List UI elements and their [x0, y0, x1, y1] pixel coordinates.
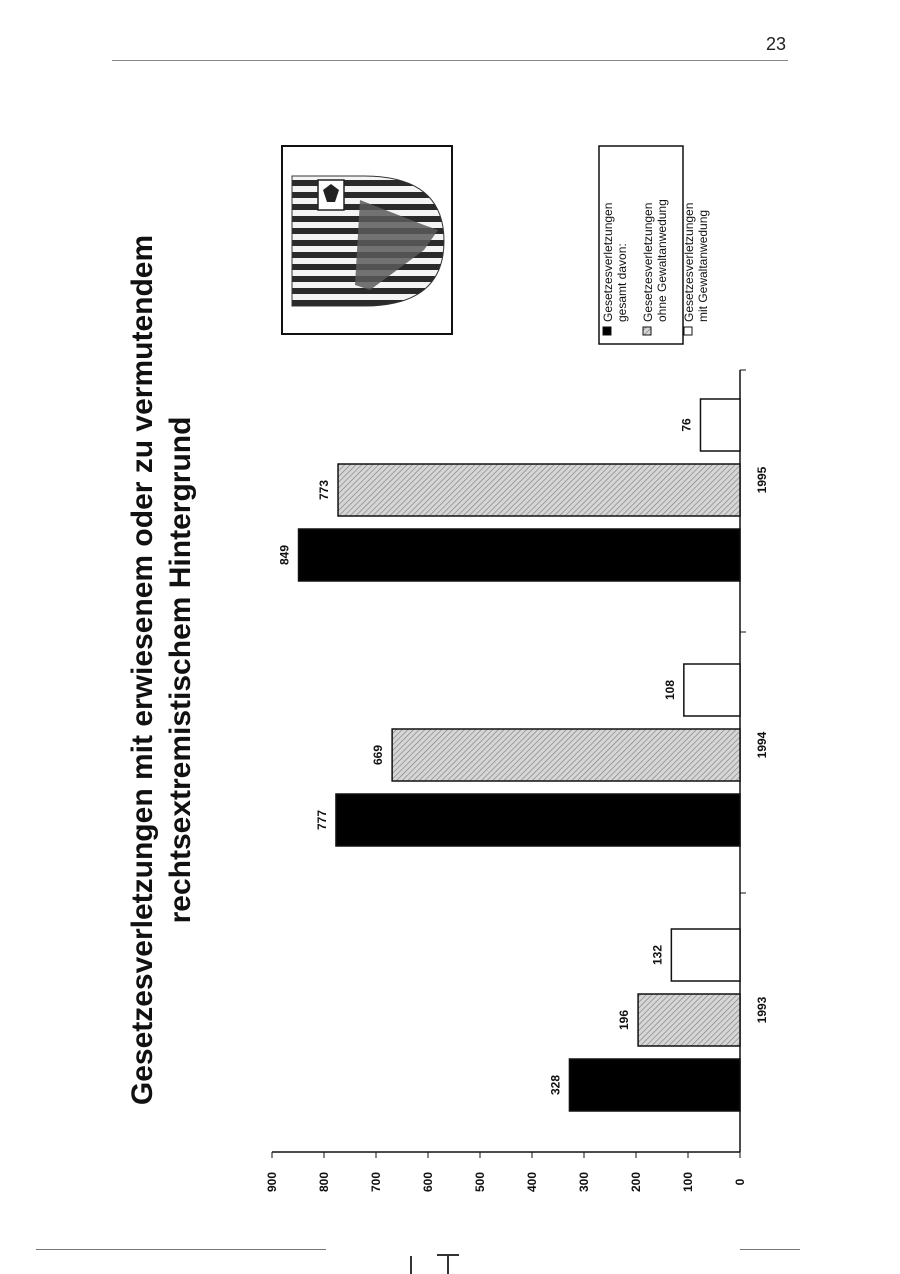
bar-1995-series-2 [338, 464, 740, 516]
value-axis-tick-label: 100 [681, 1171, 695, 1193]
page-number: 23 [766, 34, 787, 54]
bar-value-label: 849 [277, 544, 292, 566]
bar-1994-series-2 [392, 729, 740, 781]
value-axis-tick-label: 200 [629, 1171, 643, 1193]
category-label: 1994 [755, 731, 769, 759]
value-axis-tick-label: 700 [369, 1171, 383, 1193]
value-axis-tick-label: 0 [733, 1178, 747, 1186]
value-axis-tick-label: 500 [473, 1171, 487, 1193]
bar-value-label: 669 [371, 744, 386, 766]
bar-value-label: 773 [317, 479, 332, 501]
value-axis-tick-label: 400 [525, 1171, 539, 1193]
bar-1995-series-3 [700, 399, 740, 451]
legend-label-3: mit Gewaltanwedung [696, 209, 710, 322]
bar-value-label: 108 [662, 679, 677, 701]
bar-1995-series-1 [299, 529, 740, 581]
category-label: 1993 [755, 996, 769, 1024]
bar-1993-series-1 [569, 1059, 740, 1111]
coat-of-arms-emblem [282, 146, 452, 334]
legend-label-2: ohne Gewaltanwedung [655, 199, 669, 322]
legend-label-1: Gesetzesverletzungen [601, 202, 615, 322]
bar-value-label: 76 [679, 418, 694, 432]
bar-1994-series-1 [336, 794, 740, 846]
value-axis-tick-label: 600 [421, 1171, 435, 1193]
value-axis-tick-label: 800 [317, 1171, 331, 1193]
legend-swatch-1 [603, 327, 611, 335]
legend-swatch-3 [684, 327, 692, 335]
bar-1993-series-3 [671, 929, 740, 981]
bar-value-label: 196 [617, 1009, 632, 1031]
bar-value-label: 132 [650, 944, 665, 966]
bar-value-label: 777 [314, 809, 329, 831]
value-axis-tick-label: 300 [577, 1171, 591, 1193]
legend-label-1: gesamt davon: [615, 243, 629, 322]
legend-label-2: Gesetzesverletzungen [641, 202, 655, 322]
legend-swatch-2 [643, 327, 651, 335]
chart-title-line-2: rechtsextremistischem Hintergrund [164, 416, 197, 924]
value-axis-tick-label: 900 [265, 1171, 279, 1193]
bar-value-label: 328 [548, 1074, 563, 1096]
chart-title-line-1: Gesetzesverletzungen mit erwiesenem oder zu vermutendem [126, 234, 159, 1106]
bar-1993-series-2 [638, 994, 740, 1046]
legend-label-3: Gesetzesverletzungen [682, 202, 696, 322]
bar-1994-series-3 [684, 664, 740, 716]
chart-legend [599, 146, 710, 344]
category-label: 1995 [755, 466, 769, 494]
